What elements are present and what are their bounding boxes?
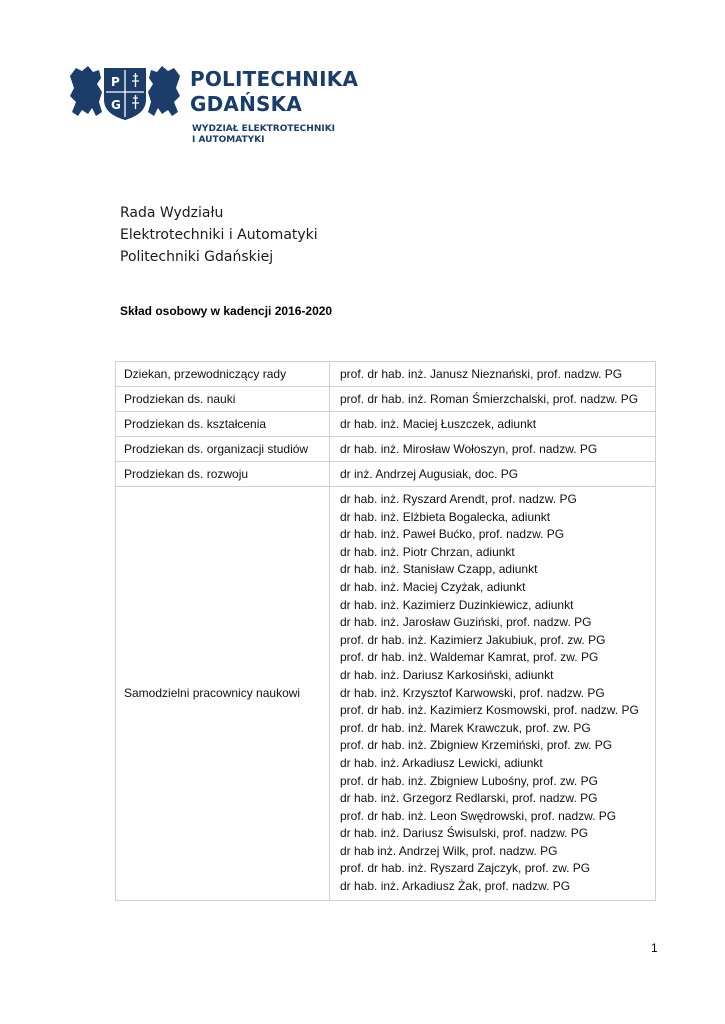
person-cell: dr hab. inż. Mirosław Wołoszyn, prof. nadzw. PG (330, 437, 656, 462)
council-title-line: Rada Wydziału (120, 205, 224, 221)
person-cell: prof. dr hab. inż. Roman Śmierzchalski, prof. nadzw. PG (330, 387, 656, 412)
members-table (115, 361, 656, 901)
role-cell: Prodziekan ds. nauki (116, 387, 330, 412)
person-list-item: prof. dr hab. inż. Kazimierz Kosmowski, prof. nadzw. PG (340, 703, 639, 718)
university-name-line: POLITECHNIKA (190, 67, 359, 91)
person-list-item: prof. dr hab. inż. Zbigniew Krzemiński, prof. zw. PG (340, 738, 613, 753)
university-name (190, 67, 358, 117)
person-list-item: dr hab. inż. Elżbieta Bogalecka, adiunkt (340, 509, 551, 524)
crest-letter-g: G (111, 98, 121, 112)
table-row (116, 362, 656, 387)
faculty-name (192, 124, 335, 146)
person-list-item: dr hab. inż. Kazimierz Duzinkiewicz, adiunkt (340, 597, 574, 612)
university-name-line: GDAŃSKA (190, 92, 303, 116)
person-cell: dr hab. inż. Maciej Łuszczek, adiunkt (330, 412, 656, 437)
person-list-item: dr hab. inż. Arkadiusz Lewicki, adiunkt (340, 755, 543, 770)
table-row (116, 387, 656, 412)
page-number: 1 (651, 941, 658, 955)
person-list-item: dr hab inż. Andrzej Wilk, prof. nadzw. PG (340, 843, 558, 858)
council-title (120, 202, 318, 268)
role-cell: Prodziekan ds. organizacji studiów (116, 437, 330, 462)
role-cell: Prodziekan ds. rozwoju (116, 462, 330, 487)
person-list-item: dr hab. inż. Grzegorz Redlarski, prof. nadzw. PG (340, 791, 598, 806)
council-title-line: Elektrotechniki i Automatyki (120, 227, 318, 243)
person-list-item: dr hab. inż. Dariusz Świsulski, prof. nadzw. PG (340, 826, 589, 841)
table-row (116, 437, 656, 462)
person-list-item: dr hab. inż. Piotr Chrzan, adiunkt (340, 544, 515, 559)
role-cell: Dziekan, przewodniczący rady (116, 362, 330, 387)
person-cell: dr inż. Andrzej Augusiak, doc. PG (330, 462, 656, 487)
person-list-item: prof. dr hab. inż. Zbigniew Lubośny, prof. zw. PG (340, 773, 598, 788)
person-list-item: dr hab. inż. Krzysztof Karwowski, prof. nadzw. PG (340, 685, 605, 700)
table-row (116, 487, 656, 901)
person-list-item: dr hab. inż. Ryszard Arendt, prof. nadzw. PG (340, 492, 577, 506)
person-list (340, 491, 647, 896)
person-list-item: dr hab. inż. Arkadiusz Żak, prof. nadzw. PG (340, 879, 571, 894)
table-row (116, 412, 656, 437)
person-list-item: prof. dr hab. inż. Kazimierz Jakubiuk, prof. zw. PG (340, 632, 606, 647)
person-list-item: prof. dr hab. inż. Marek Krawczuk, prof. zw. PG (340, 720, 591, 735)
crest-letter-p: P (111, 75, 120, 89)
council-title-line: Politechniki Gdańskiej (120, 249, 274, 265)
faculty-name-line: WYDZIAŁ ELEKTROTECHNIKI (192, 124, 336, 134)
person-list-cell (330, 487, 656, 901)
person-list-item: prof. dr hab. inż. Leon Swędrowski, prof. nadzw. PG (340, 808, 617, 823)
person-cell: prof. dr hab. inż. Janusz Nieznański, prof. nadzw. PG (330, 362, 656, 387)
person-list-item: prof. dr hab. inż. Waldemar Kamrat, prof. zw. PG (340, 650, 599, 665)
person-list-item: dr hab. inż. Paweł Bućko, prof. nadzw. PG (340, 527, 565, 542)
university-logo (66, 62, 366, 152)
role-cell: Prodziekan ds. kształcenia (116, 412, 330, 437)
person-list-item: prof. dr hab. inż. Ryszard Zajczyk, prof. zw. PG (340, 861, 591, 876)
document-subtitle: Skład osobowy w kadencji 2016-2020 (120, 304, 333, 318)
table-row (116, 462, 656, 487)
person-list-item: dr hab. inż. Maciej Czyżak, adiunkt (340, 579, 526, 594)
person-list-item: dr hab. inż. Dariusz Karkosiński, adiunkt (340, 667, 554, 682)
person-list-item: dr hab. inż. Stanisław Czapp, adiunkt (340, 562, 538, 577)
faculty-name-line: I AUTOMATYKI (192, 135, 265, 145)
role-cell: Samodzielni pracownicy naukowi (116, 487, 330, 901)
person-list-item: dr hab. inż. Jarosław Guziński, prof. nadzw. PG (340, 615, 592, 630)
university-crest-icon (66, 62, 184, 122)
